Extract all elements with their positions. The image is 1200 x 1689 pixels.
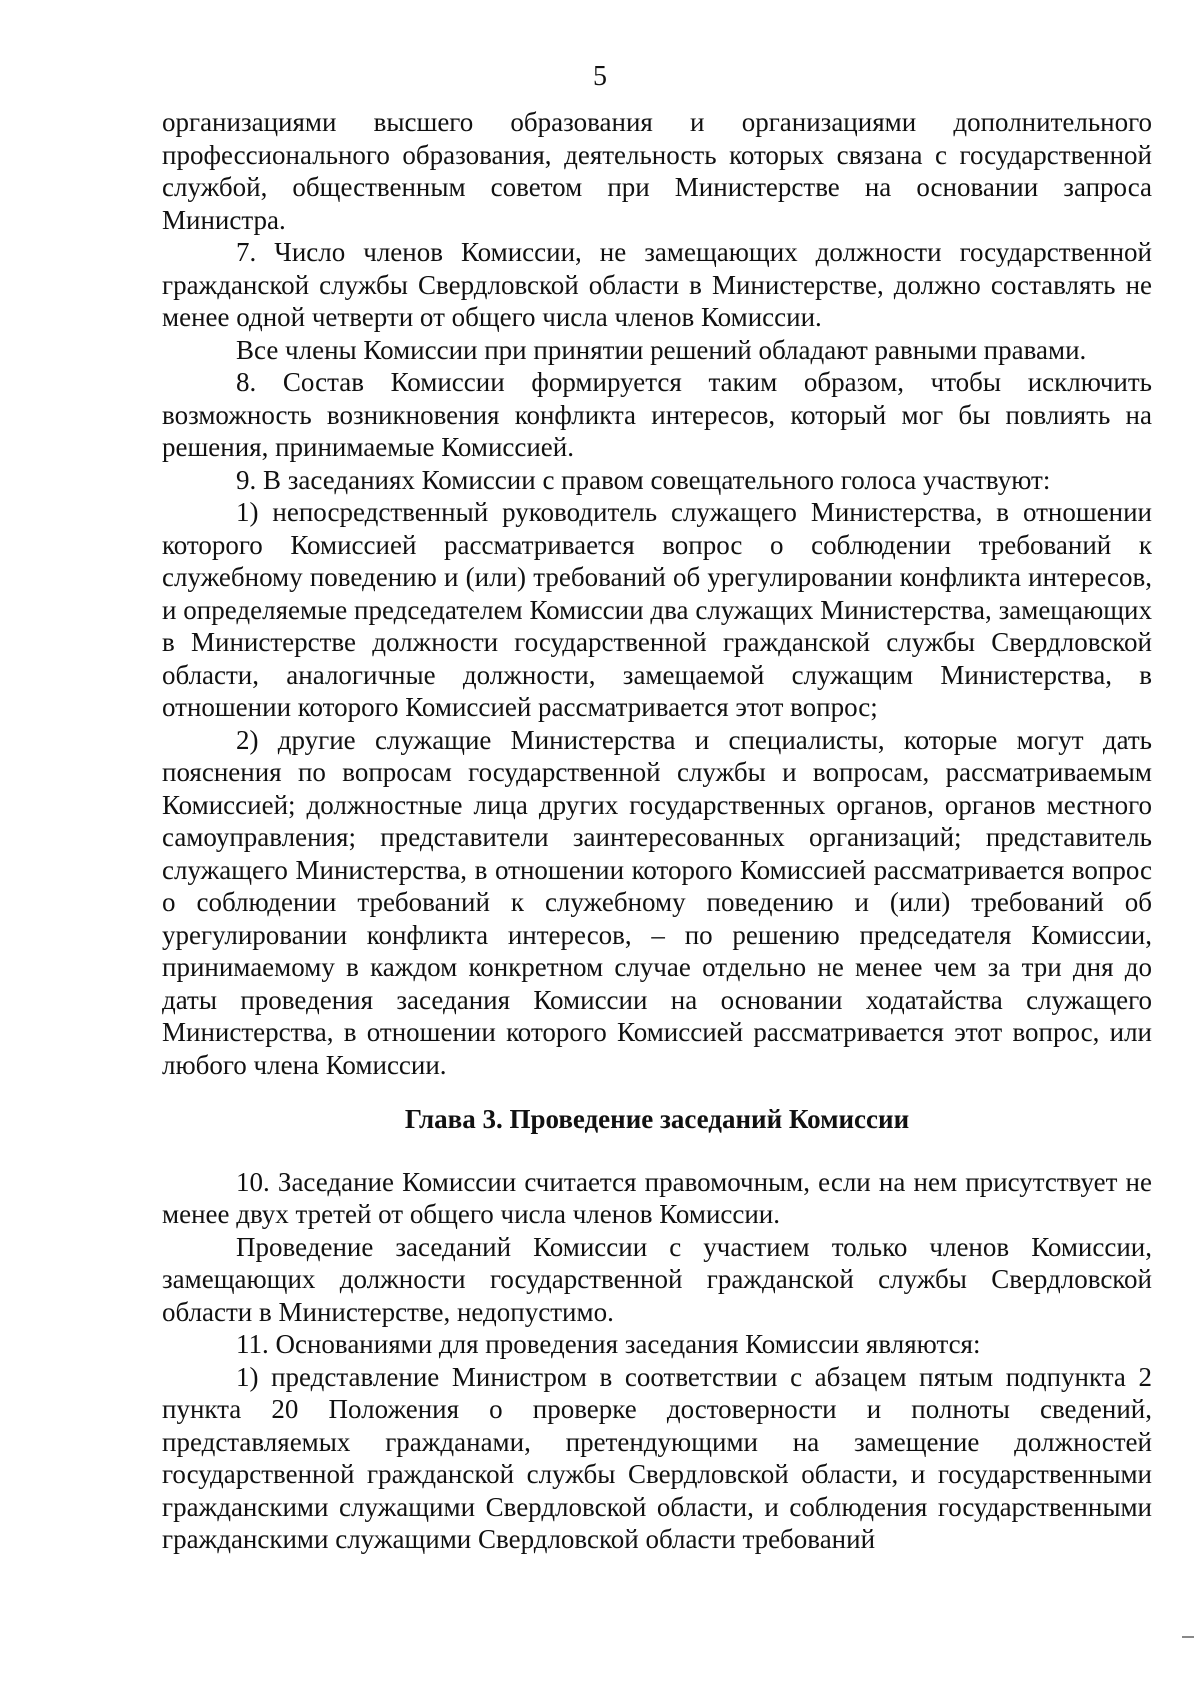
paragraph: организациями высшего образования и организациями дополнительного профессионального образования, деятельность которых связана с государственной службой, общественным советом при Министерстве на основании запроса Министра.	[162, 107, 1152, 235]
paragraphs-bottom	[162, 1166, 1152, 1556]
paragraph: Все члены Комиссии при принятии решений обладают равными правами.	[236, 334, 1087, 365]
paragraph: 1) представление Министром в соответствии с абзацем пятым подпункта 2 пункта 20 Положения о проверке достоверности и полноты сведений, представляемых гражданами, претендующими на замещение должностей государственной гражданской службы Свердловской области, и государственными гражданскими служащими Свердловской области, и соблюдения государственными гражданскими служащими Свердловской области требований	[162, 1361, 1152, 1554]
page-number: 5	[593, 61, 607, 92]
paragraph: Проведение заседаний Комиссии с участием только членов Комиссии, замещающих должности государственной гражданской службы Свердловской области в Министерстве, недопустимо.	[162, 1231, 1152, 1327]
paragraph: 11. Основаниями для проведения заседания Комиссии являются:	[236, 1329, 981, 1359]
chapter-heading: Глава 3. Проведение заседаний Комиссии	[404, 1104, 910, 1134]
document-body	[162, 106, 1152, 1556]
paragraph: 10. Заседание Комиссии считается правомочным, если на нем присутствует не менее двух третей от общего числа членов Комиссии.	[162, 1166, 1152, 1229]
scan-edge-mark	[1182, 1636, 1194, 1638]
paragraph: 7. Число членов Комиссии, не замещающих должности государственной гражданской службы Свердловской области в Министерстве, должно составлять не менее одной четверти от общего числа членов Комиссии.	[162, 237, 1152, 332]
paragraphs-top	[162, 106, 1152, 1081]
paragraph: 1) непосредственный руководитель служащего Министерства, в отношении которого Комиссией рассматривается вопрос о соблюдении требований к служебному поведению и (или) требований об урегулировании конфликта интересов, и определяемые председателем Комиссии два служащих Министерства, замещающих в Министерстве должности государственной гражданской службы Свердловской области, аналогичные должности, замещаемой служащим Министерства, в отношении которого Комиссией рассматривается этот вопрос;	[162, 497, 1152, 722]
paragraph: 9. В заседаниях Комиссии с правом совещательного голоса участвуют:	[236, 464, 1051, 495]
paragraph: 8. Состав Комиссии формируется таким образом, чтобы исключить возможность возникновения конфликта интересов, который мог бы повлиять на решения, принимаемые Комиссией.	[162, 367, 1152, 462]
paragraph: 2) другие служащие Министерства и специалисты, которые могут дать пояснения по вопросам государственной службы и вопросам, рассматриваемым Комиссией; должностные лица других государственных органов, органов местного самоуправления; представители заинтересованных организаций; представитель служащего Министерства, в отношении которого Комиссией рассматривается вопрос о соблюдении требований к служебному поведению и (или) требований об урегулировании конфликта интересов, – по решению председателя Комиссии, принимаемому в каждом конкретном случае отдельно не менее чем за три дня до даты проведения заседания Комиссии на основании ходатайства служащего Министерства, в отношении которого Комиссией рассматривается этот вопрос, или любого члена Комиссии.	[162, 724, 1152, 1080]
